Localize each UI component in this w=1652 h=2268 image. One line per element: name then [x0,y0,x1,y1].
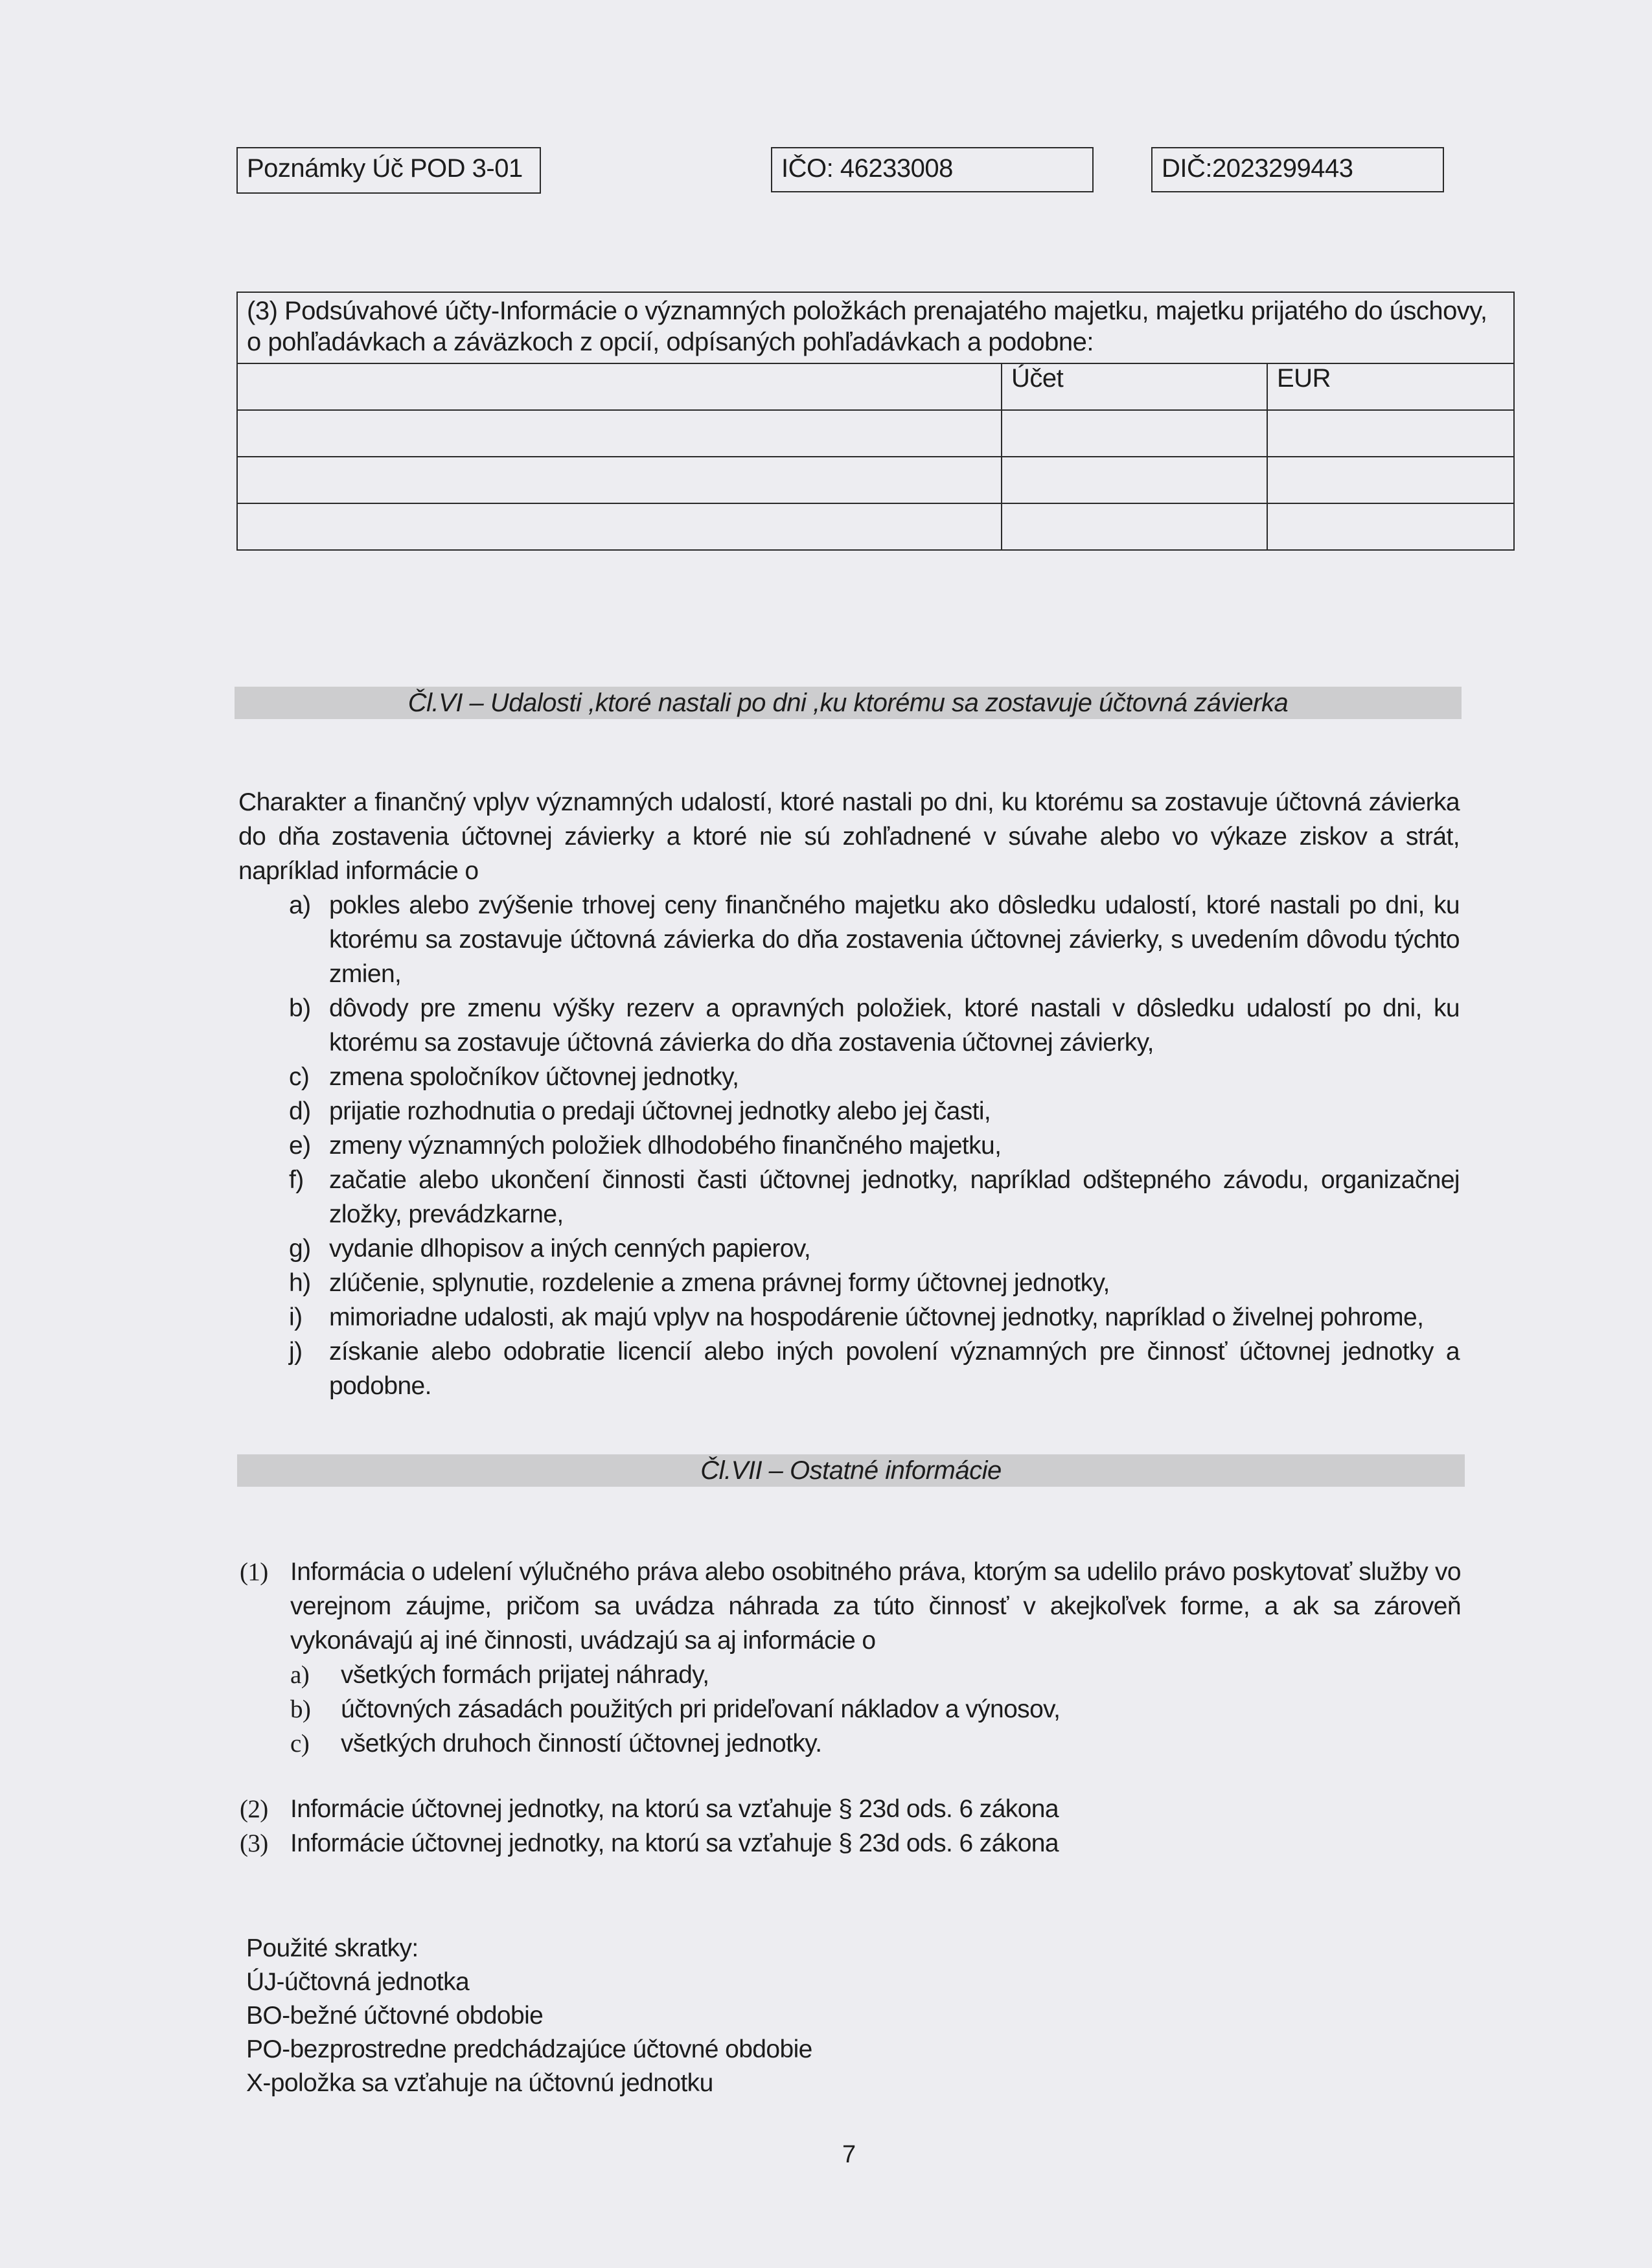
ico-box: IČO: 46233008 [771,147,1094,192]
dic-box: DIČ:2023299443 [1151,147,1444,192]
header-cell-account: Účet [1002,363,1267,410]
cell-account [1002,410,1267,457]
table-title: (3) Podsúvahové účty-Informácie o významných položkách prenajatého majetku, majetku prijatého do úschovy, o pohľadávkach a záväzkoch z opcií, odpísaných pohľadávkach a podobne: [237,292,1514,363]
list-item: j) získanie alebo odobratie licencií alebo iných povolení významných pre činnosť účtovnej jednotky a podobne. [289,1338,1460,1400]
cell-desc [237,410,1002,457]
table-row [237,457,1514,503]
abbreviation-item: X-položka sa vzťahuje na účtovnú jednotku [246,2069,713,2097]
list-item: a) všetkých formách prijatej náhrady, [290,1661,709,1689]
cell-account [1002,503,1267,550]
header-cell-desc [237,363,1002,410]
doc-code-box: Poznámky Úč POD 3-01 [236,147,541,194]
list-item: c) zmena spoločníkov účtovnej jednotky, [289,1063,739,1091]
list-item: f) začatie alebo ukončení činnosti časti účtovnej jednotky, napríklad odštepného závodu, organizačnej zložky, prevádzkarne, [289,1166,1460,1228]
cell-eur [1267,410,1514,457]
list-item: c) všetkých druhoch činností účtovnej jednotky. [290,1730,822,1758]
chapter7-body [240,1555,1461,1861]
list-item: b) účtovných zásadách použitých pri prideľovaní nákladov a výnosov, [290,1695,1061,1723]
chapter7-list [240,1555,1461,1861]
off-balance-table [236,292,1515,551]
page-number: 7 [842,2141,856,2168]
chapter6-list [289,888,1460,1403]
abbreviation-item: ÚJ-účtovná jednotka [246,1968,470,1996]
list-item: (1) Informácia o udelení výlučného práva alebo osobitného práva, ktorým sa udelilo právo poskytovať služby vo verejnom záujme, pričom sa uvádza náhrada za túto činnosť v akejkoľvek forme, a ak sa zároveň vykonávajú aj iné činnosti, uvádzajú sa aj informácie o a) všetkých formách prijatej náhrady, b) účtovných zásadách použitých pri prideľovaní nákladov a výnosov, c) všetkých druhoch činností účtovnej jednotky. [240,1555,1461,1761]
table-title-row [237,292,1514,363]
list-item: h) zlúčenie, splynutie, rozdelenie a zmena právnej formy účtovnej jednotky, [289,1269,1110,1297]
cell-account [1002,457,1267,503]
table-row [237,503,1514,550]
list-item: d) prijatie rozhodnutia o predaji účtovnej jednotky alebo jej časti, [289,1097,991,1125]
list-item: i) mimoriadne udalosti, ak majú vplyv na hospodárenie účtovnej jednotky, napríklad o živelnej pohrome, [289,1303,1424,1331]
chapter6-body [238,785,1460,1403]
cell-desc [237,457,1002,503]
chapter7-heading: Čl.VII – Ostatné informácie [237,1454,1465,1487]
header-cell-eur: EUR [1267,363,1514,410]
table-row [237,410,1514,457]
table-header-row [237,363,1514,410]
cell-eur [1267,457,1514,503]
cell-desc [237,503,1002,550]
chapter6-intro: Charakter a finančný vplyv významných udalostí, ktoré nastali po dni, ku ktorému sa zostavuje účtovná závierka do dňa zostavenia účtovnej závierky a ktoré nie sú zohľadnené v súvahe alebo vo výkaze ziskov a strát, napríklad informácie o [238,788,1460,885]
list-item: g) vydanie dlhopisov a iných cenných papierov, [289,1235,811,1263]
chapter6-heading: Čl.VI – Udalosti ,ktoré nastali po dni ,ku ktorému sa zostavuje účtovná závierka [235,687,1462,719]
abbreviation-item: BO-bežné účtovné obdobie [246,2002,544,2030]
list-item: e) zmeny významných položiek dlhodobého finančného majetku, [289,1132,1002,1160]
cell-eur [1267,503,1514,550]
list-item: (3) Informácie účtovnej jednotky, na ktorú sa vzťahuje § 23d ods. 6 zákona [240,1829,1059,1857]
list-item: b) dôvody pre zmenu výšky rezerv a opravných položiek, ktoré nastali v dôsledku udalostí po dni, ku ktorému sa zostavuje účtovná závierka do dňa zostavenia účtovnej závierky, [289,994,1460,1057]
chapter7-sublist [290,1658,1461,1761]
abbreviation-item: PO-bezprostredne predchádzajúce účtovné obdobie [246,2035,812,2063]
abbreviations-block [246,1932,812,2100]
list-item: a) pokles alebo zvýšenie trhovej ceny finančného majetku ako dôsledku udalostí, ktoré nastali po dni, ku ktorému sa zostavuje účtovná závierka do dňa zostavenia účtovnej závierky, s uvedením dôvodu týchto zmien, [289,891,1460,988]
abbreviations-title: Použité skratky: [246,1934,419,1962]
list-item: (2) Informácie účtovnej jednotky, na ktorú sa vzťahuje § 23d ods. 6 zákona [240,1795,1059,1823]
